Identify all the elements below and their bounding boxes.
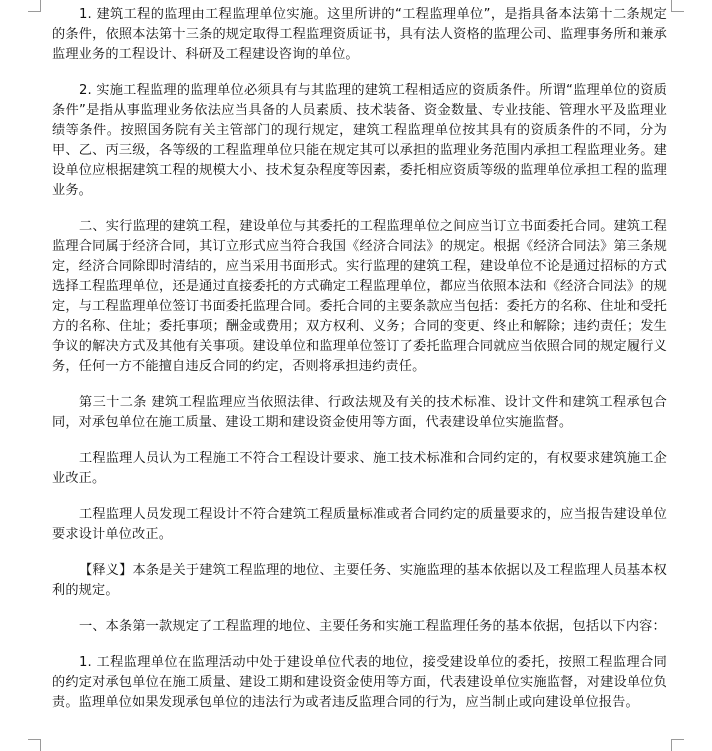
paragraph: 2. 实施工程监理的监理单位必须具有与其监理的建筑工程相适应的资质条件。所谓“监理单位的资质条件”是指从事监理业务依法应当具备的人员素质、技术装备、资金数量、专业技能、管理水平及监理业绩等条件。按照国务院有关主管部门的现行规定，建筑工程监理单位按其具有的资质条件的不同，分为甲、乙、丙三级，各等级的工程监理单位只能在规定其可以承担的监理业务范围内承担工程监理业务。建设单位应根据建筑工程的规模大小、技术复杂程度等因素，委托相应资质等级的监理单位承担工程的监理业务。: [52, 83, 667, 198]
page-corner-mark: [28, 0, 41, 12]
paragraph: 一、本条第一款规定了工程监理的地位、主要任务和实施工程监理任务的基本依据，包括以下内容：: [79, 619, 666, 634]
paragraph: 1. 工程监理单位在监理活动中处于建设单位代表的地位，接受建设单位的委托，按照工程监理合同的约定对承包单位在施工质量、建设工期和建设资金使用等方面，代表建设单位实施监督，对建设单位负责。监理单位如果发现承包单位的违法行为或者违反监理合同的行为，应当制止或向建设单位报告。: [52, 655, 667, 710]
document-body: [52, 5, 667, 729]
page-corner-mark: [28, 739, 41, 751]
paragraph: 第三十二条 建筑工程监理应当依照法律、行政法规及有关的技术标准、设计文件和建筑工程承包合同，对承包单位在施工质量、建设工期和建设资金使用等方面，代表建设单位实施监督。: [52, 395, 667, 430]
page-corner-mark: [671, 0, 684, 12]
paragraph: 工程监理人员认为工程施工不符合工程设计要求、施工技术标准和合同约定的，有权要求建筑施工企业改正。: [52, 451, 667, 486]
paragraph: 1. 建筑工程的监理由工程监理单位实施。这里所讲的“工程监理单位”，是指具备本法第十二条规定的条件，依照本法第十三条的规定取得工程监理资质证书，具有法人资格的监理公司、监理事务所和兼承监理业务的工程设计、科研及工程建设咨询的单位。: [52, 7, 667, 62]
paragraph: 工程监理人员发现工程设计不符合建筑工程质量标准或者合同约定的质量要求的，应当报告建设单位要求设计单位改正。: [52, 507, 667, 542]
paragraph: 【释义】本条是关于建筑工程监理的地位、主要任务、实施监理的基本依据以及工程监理人员基本权利的规定。: [52, 563, 667, 598]
paragraph: 二、实行监理的建筑工程，建设单位与其委托的工程监理单位之间应当订立书面委托合同。建筑工程监理合同属于经济合同，其订立形式应当符合我国《经济合同法》的规定。根据《经济合同法》第三条规定，经济合同除即时清结的，应当采用书面形式。实行监理的建筑工程，建设单位不论是通过招标的方式选择工程监理单位，还是通过直接委托的方式确定工程监理单位，都应当依照本法和《经济合同法》的规定，与工程监理单位签订书面委托监理合同。委托合同的主要条款应当包括：委托方的名称、住址和受托方的名称、住址；委托事项；酬金或费用；双方权利、义务；合同的变更、终止和解除；违约责任；发生争议的解决方式及其他有关事项。建设单位和监理单位签订了委托监理合同就应当依照合同的规定履行义务，任何一方不能擅自违反合同的约定，否则将承担违约责任。: [52, 219, 667, 374]
page-corner-mark: [671, 739, 684, 751]
